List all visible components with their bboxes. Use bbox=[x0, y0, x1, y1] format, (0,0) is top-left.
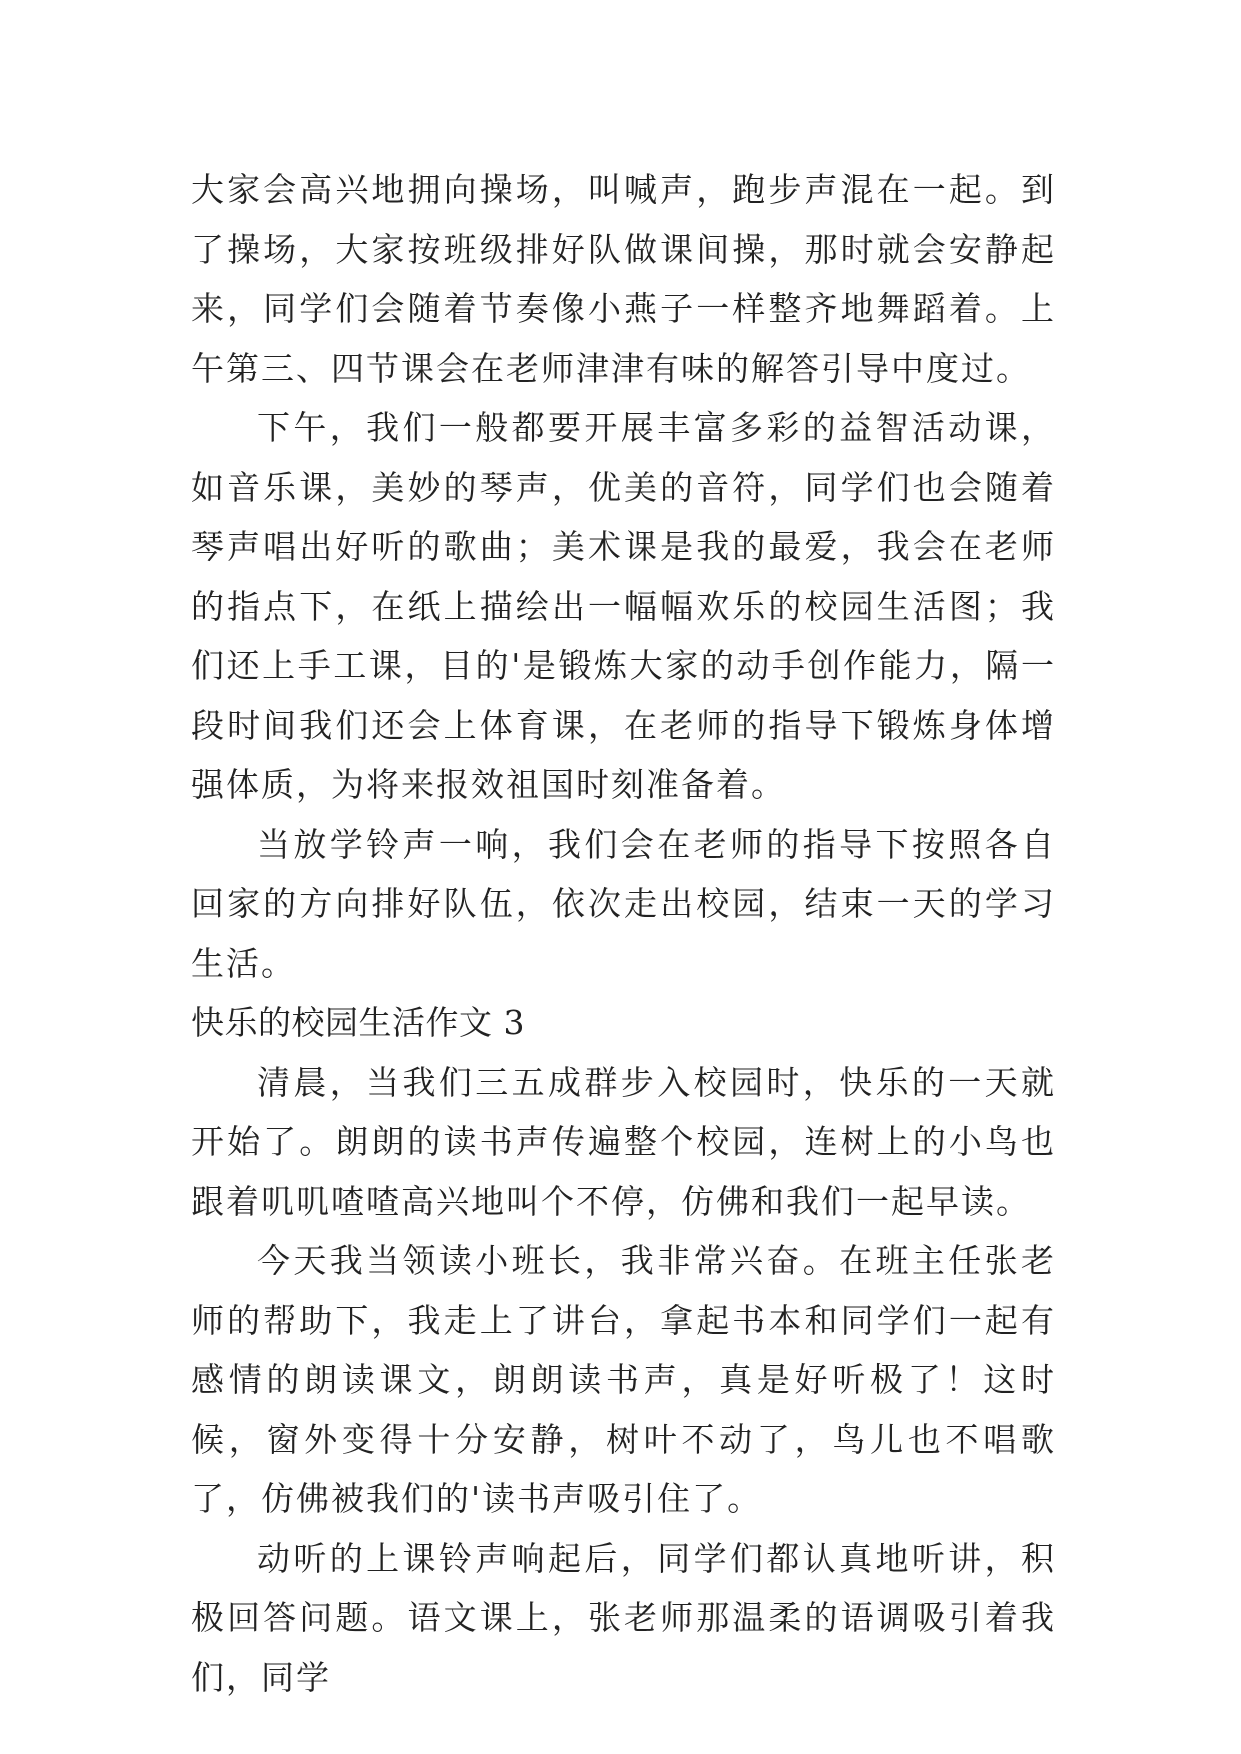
section-title: 快乐的校园生活作文 3 bbox=[191, 1003, 525, 1042]
paragraph-class-monitor: 今天我当领读小班长，我非常兴奋。在班主任张老师的帮助下，我走上了讲台，拿起书本和同学们一起有感情的朗读课文，朗朗读书声，真是好听极了！这时候，窗外变得十分安静，树叶不动了，鸟儿也不唱歌了，仿佛被我们的'读书声吸引住了。 bbox=[191, 1241, 1056, 1518]
paragraph-afternoon-classes: 下午，我们一般都要开展丰富多彩的益智活动课，如音乐课，美妙的琴声，优美的音符，同学们也会随着琴声唱出好听的歌曲；美术课是我的最爱，我会在老师的指点下，在纸上描绘出一幅幅欢乐的校园生活图；我们还上手工课，目的'是锻炼大家的动手创作能力，隔一段时间我们还会上体育课，在老师的指导下锻炼身体增强体质，为将来报效祖国时刻准备着。 bbox=[191, 408, 1056, 804]
paragraph-chinese-class: 动听的上课铃声响起后，同学们都认真地听讲，积极回答问题。语文课上，张老师那温柔的语调吸引着我们，同学 bbox=[191, 1538, 1056, 1697]
document-body bbox=[191, 160, 1056, 1707]
paragraph-morning: 清晨，当我们三五成群步入校园时，快乐的一天就开始了。朗朗的读书声传遍整个校园，连树上的小鸟也跟着叽叽喳喳高兴地叫个不停，仿佛和我们一起早读。 bbox=[191, 1062, 1056, 1221]
paragraph-recess: 大家会高兴地拥向操场，叫喊声，跑步声混在一起。到了操场，大家按班级排好队做课间操，那时就会安静起来，同学们会随着节奏像小燕子一样整齐地舞蹈着。上午第三、四节课会在老师津津有味的解答引导中度过。 bbox=[191, 170, 1056, 388]
paragraph-dismissal: 当放学铃声一响，我们会在老师的指导下按照各自回家的方向排好队伍，依次走出校园，结束一天的学习生活。 bbox=[191, 824, 1056, 983]
